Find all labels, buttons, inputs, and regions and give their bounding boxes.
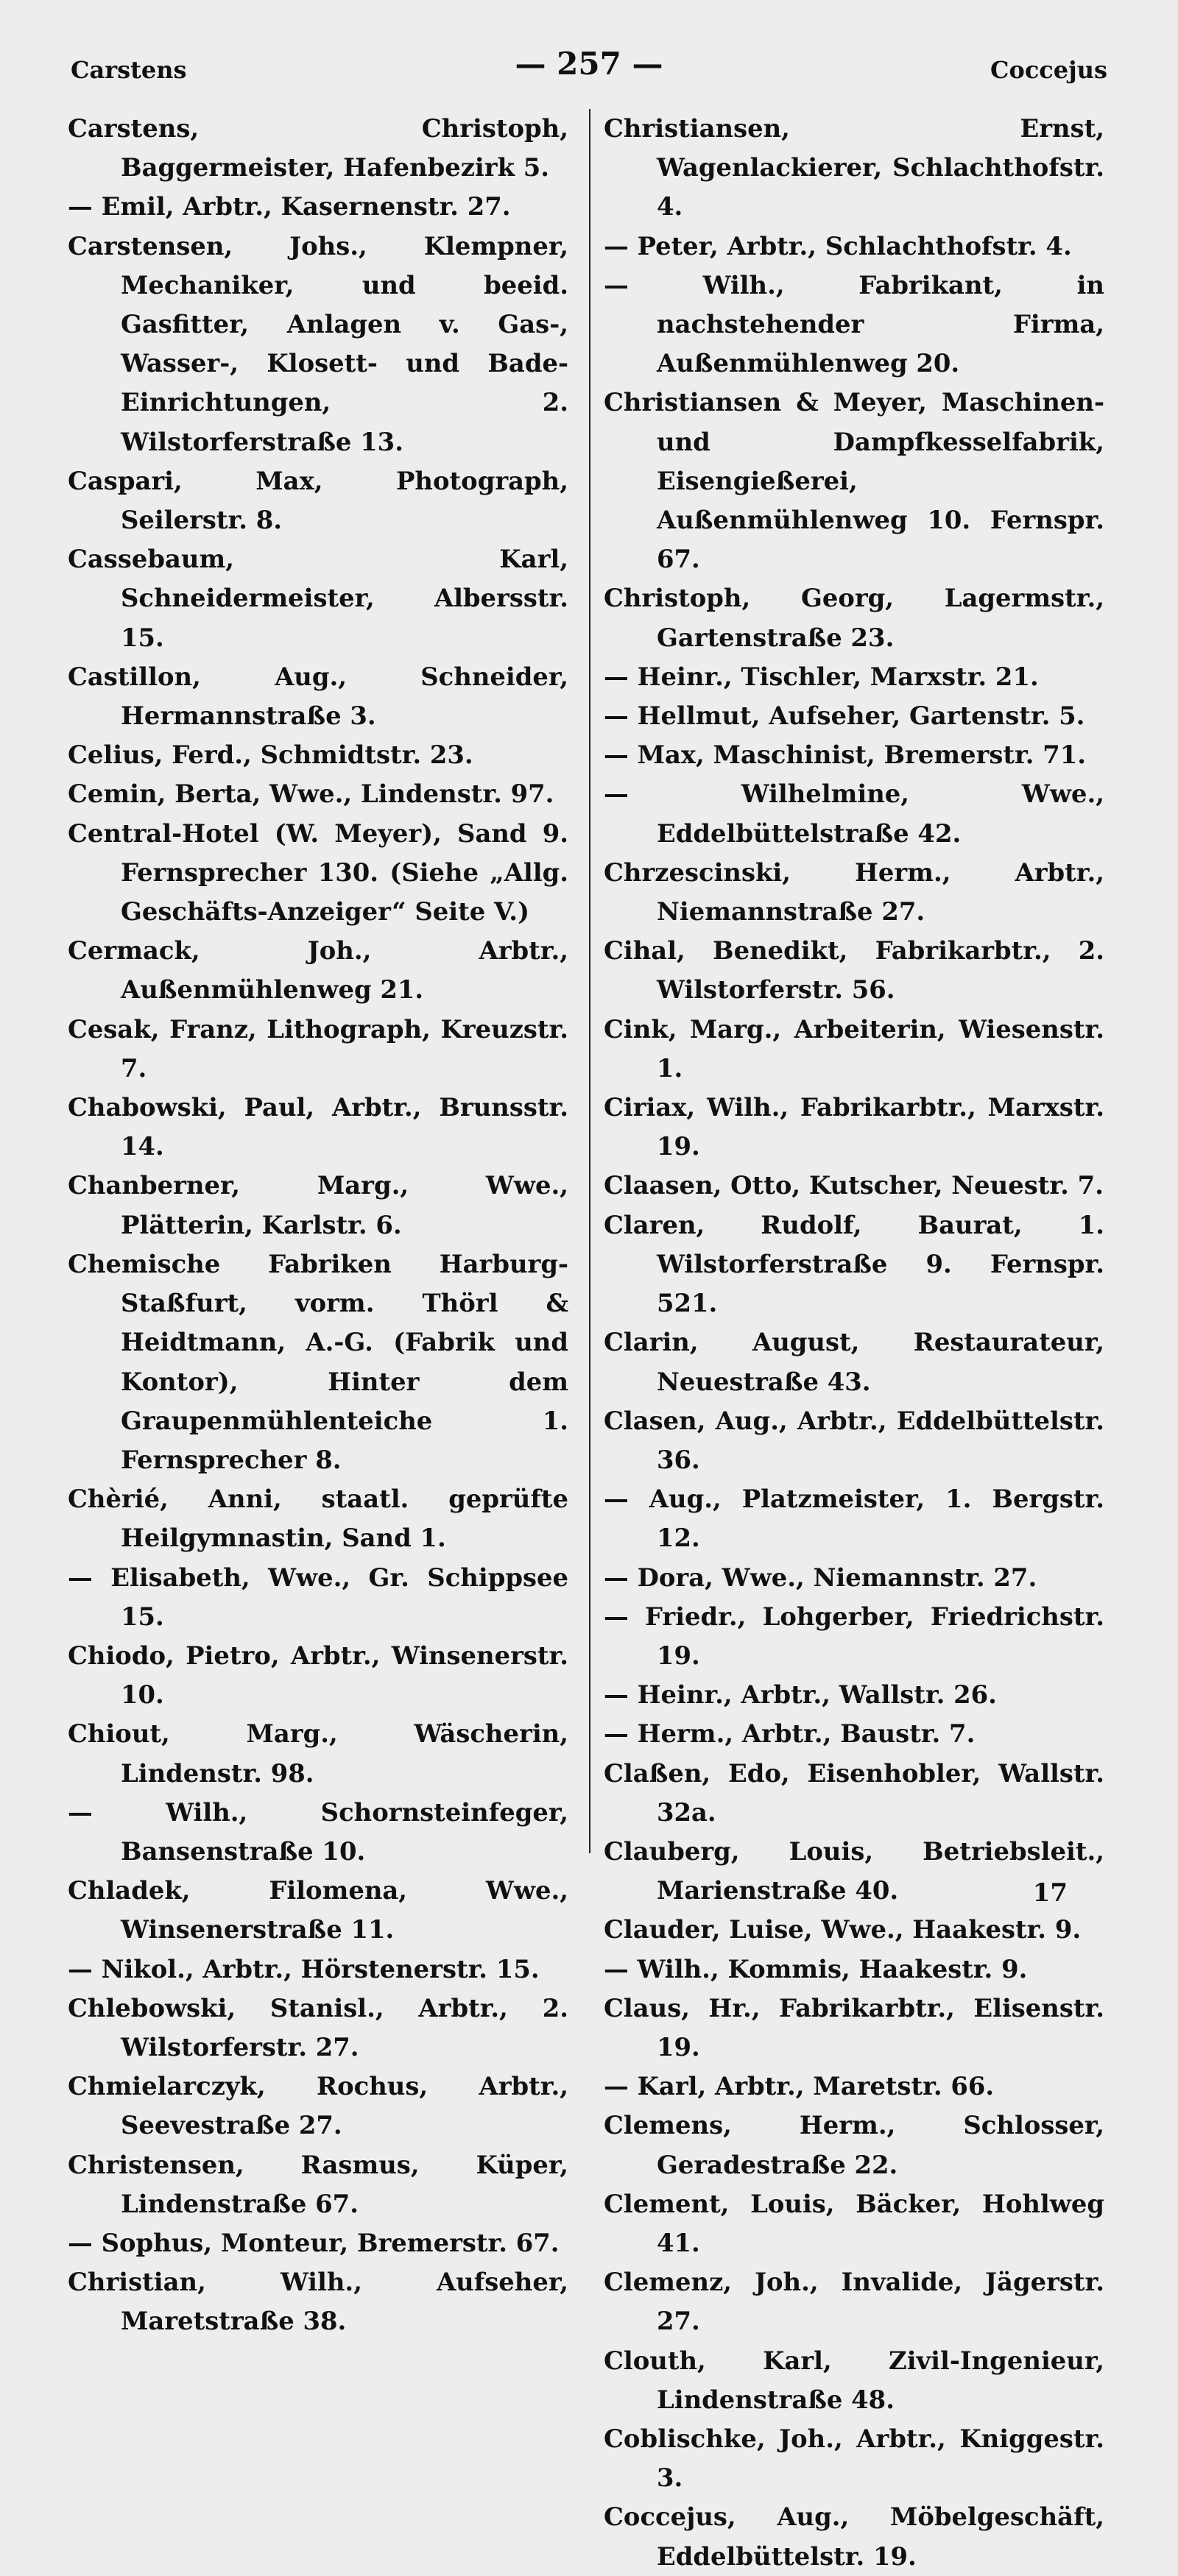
directory-entry: Caspari, Max, Photograph, Seilerstr. 8.: [68, 465, 568, 535]
directory-entry: Cihal, Benedikt, Fabrikarbtr., 2. Wilstorferstr. 56.: [604, 935, 1104, 1005]
directory-entry: — Heinr., Tischler, Marxstr. 21.: [604, 661, 1039, 691]
directory-entry: Chemische Fabriken Harburg-Staßfurt, vorm. Thörl & Heidtmann, A.-G. (Fabrik und Kontor), Hinter dem Graupenmühlenteiche 1. Fernsprecher 8.: [68, 1248, 568, 1474]
directory-entry: Claren, Rudolf, Baurat, 1. Wilstorferstraße 9. Fernspr. 521.: [604, 1209, 1104, 1318]
signature-mark: 17: [1032, 1878, 1068, 1908]
directory-entry: — Peter, Arbtr., Schlachthofstr. 4.: [604, 230, 1072, 261]
left-column: [68, 109, 568, 2336]
directory-entry: Clarin, August, Restaurateur, Neuestraße 43.: [604, 1327, 1104, 1396]
directory-entry: Cesak, Franz, Lithograph, Kreuzstr. 7.: [68, 1013, 568, 1083]
column-divider: [589, 109, 590, 1853]
directory-entry: — Nikol., Arbtr., Hörstenerstr. 15.: [68, 1953, 540, 1984]
directory-entry: Clouth, Karl, Zivil-Ingenieur, Lindenstraße 48.: [604, 2345, 1104, 2414]
directory-entry: — Heinr., Arbtr., Wallstr. 26.: [604, 1680, 997, 1710]
directory-entry: — Herm., Arbtr., Baustr. 7.: [604, 1719, 976, 1749]
directory-entry: Clement, Louis, Bäcker, Hohlweg 41.: [604, 2188, 1104, 2257]
directory-entry: Christiansen & Meyer, Maschinen- und Dampfkesselfabrik, Eisengießerei, Außenmühlenweg 10. Fernspr. 67.: [604, 387, 1104, 574]
directory-entry: — Dora, Wwe., Niemannstr. 27.: [604, 1562, 1037, 1592]
directory-entry: Chladek, Filomena, Wwe., Winsenerstraße 11.: [68, 1875, 568, 1945]
header-last-entry: Coccejus: [990, 56, 1107, 84]
directory-entry: Clauder, Luise, Wwe., Haakestr. 9.: [604, 1914, 1082, 1945]
directory-entry: Ciriax, Wilh., Fabrikarbtr., Marxstr. 19.: [604, 1092, 1104, 1161]
directory-entry: — Emil, Arbtr., Kasernenstr. 27.: [68, 191, 511, 222]
directory-entry: Clasen, Aug., Arbtr., Eddelbüttelstr. 36.: [604, 1405, 1104, 1474]
directory-entry: Central-Hotel (W. Meyer), Sand 9. Fernsprecher 130. (Siehe „Allg. Geschäfts-Anzeiger“ Seite V.): [68, 818, 568, 927]
header-first-entry: Carstens: [71, 56, 187, 84]
directory-entry: — Wilh., Schornsteinfeger, Bansenstraße 10.: [68, 1797, 568, 1866]
directory-entry: Cink, Marg., Arbeiterin, Wiesenstr. 1.: [604, 1013, 1104, 1083]
directory-entry: — Karl, Arbtr., Maretstr. 66.: [604, 2071, 995, 2101]
directory-entry: Claßen, Edo, Eisenhobler, Wallstr. 32a.: [604, 1758, 1104, 1827]
directory-entry: Chèrié, Anni, staatl. geprüfte Heilgymnastin, Sand 1.: [68, 1484, 568, 1553]
directory-entry: Christoph, Georg, Lagermstr., Gartenstraße 23.: [604, 583, 1104, 652]
directory-entry: Coccejus, Aug., Möbelgeschäft, Eddelbüttelstr. 19.: [604, 2502, 1104, 2571]
directory-entry: Celius, Ferd., Schmidtstr. 23.: [68, 740, 473, 770]
directory-entry: Chiodo, Pietro, Arbtr., Winsenerstr. 10.: [68, 1640, 568, 1710]
directory-entry: — Wilh., Kommis, Haakestr. 9.: [604, 1953, 1028, 1984]
directory-entry: Christiansen, Ernst, Wagenlackierer, Schlachthofstr. 4.: [604, 113, 1104, 222]
page-number: — 257 —: [515, 46, 663, 82]
directory-entry: Clemens, Herm., Schlosser, Geradestraße 22.: [604, 2110, 1104, 2179]
directory-entry: Chiout, Marg., Wäscherin, Lindenstr. 98.: [68, 1719, 568, 1788]
directory-entry: Cassebaum, Karl, Schneidermeister, Albersstr. 15.: [68, 544, 568, 652]
directory-entry: Carstens, Christoph, Baggermeister, Hafenbezirk 5.: [68, 113, 568, 183]
directory-entry: Clemenz, Joh., Invalide, Jägerstr. 27.: [604, 2267, 1104, 2336]
directory-entry: — Elisabeth, Wwe., Gr. Schippsee 15.: [68, 1562, 568, 1631]
directory-entry: Chanberner, Marg., Wwe., Plätterin, Karlstr. 6.: [68, 1170, 568, 1239]
directory-entry: Castillon, Aug., Schneider, Hermannstraße 3.: [68, 661, 568, 731]
directory-entry: — Wilhelmine, Wwe., Eddelbüttelstraße 42.: [604, 779, 1104, 848]
directory-entry: Claasen, Otto, Kutscher, Neuestr. 7.: [604, 1170, 1104, 1200]
directory-entry: — Wilh., Fabrikant, in nachstehender Firma, Außenmühlenweg 20.: [604, 269, 1104, 378]
directory-entry: Chmielarczyk, Rochus, Arbtr., Seevestraße 27.: [68, 2071, 568, 2140]
directory-entry: Chrzescinski, Herm., Arbtr., Niemannstraße 27.: [604, 857, 1104, 927]
directory-entry: Clauberg, Louis, Betriebsleit., Marienstraße 40.: [604, 1836, 1104, 1906]
directory-entry: — Hellmut, Aufseher, Gartenstr. 5.: [604, 701, 1085, 731]
directory-entry: Coblischke, Joh., Arbtr., Kniggestr. 3.: [604, 2423, 1104, 2493]
directory-entry: Chabowski, Paul, Arbtr., Brunsstr. 14.: [68, 1092, 568, 1161]
directory-entry: — Max, Maschinist, Bremerstr. 71.: [604, 740, 1087, 770]
directory-entry: — Aug., Platzmeister, 1. Bergstr. 12.: [604, 1484, 1104, 1553]
directory-entry: Cemin, Berta, Wwe., Lindenstr. 97.: [68, 779, 554, 809]
directory-entry: Claus, Hr., Fabrikarbtr., Elisenstr. 19.: [604, 1992, 1104, 2062]
directory-entry: — Friedr., Lohgerber, Friedrichstr. 19.: [604, 1601, 1104, 1670]
directory-entry: Christensen, Rasmus, Küper, Lindenstraße 67.: [68, 2149, 568, 2218]
directory-entry: Carstensen, Johs., Klempner, Mechaniker, und beeid. Gasfitter, Anlagen v. Gas-, Wasser-, Klosett- und Bade-Einrichtungen, 2. Wilstorferstraße 13.: [68, 230, 568, 456]
directory-entry: Christian, Wilh., Aufseher, Maretstraße 38.: [68, 2267, 568, 2336]
directory-entry: Chlebowski, Stanisl., Arbtr., 2. Wilstorferstr. 27.: [68, 1992, 568, 2062]
running-header: [71, 46, 1107, 90]
directory-entry: Cermack, Joh., Arbtr., Außenmühlenweg 21.: [68, 935, 568, 1005]
directory-entry: — Sophus, Monteur, Bremerstr. 67.: [68, 2227, 560, 2257]
